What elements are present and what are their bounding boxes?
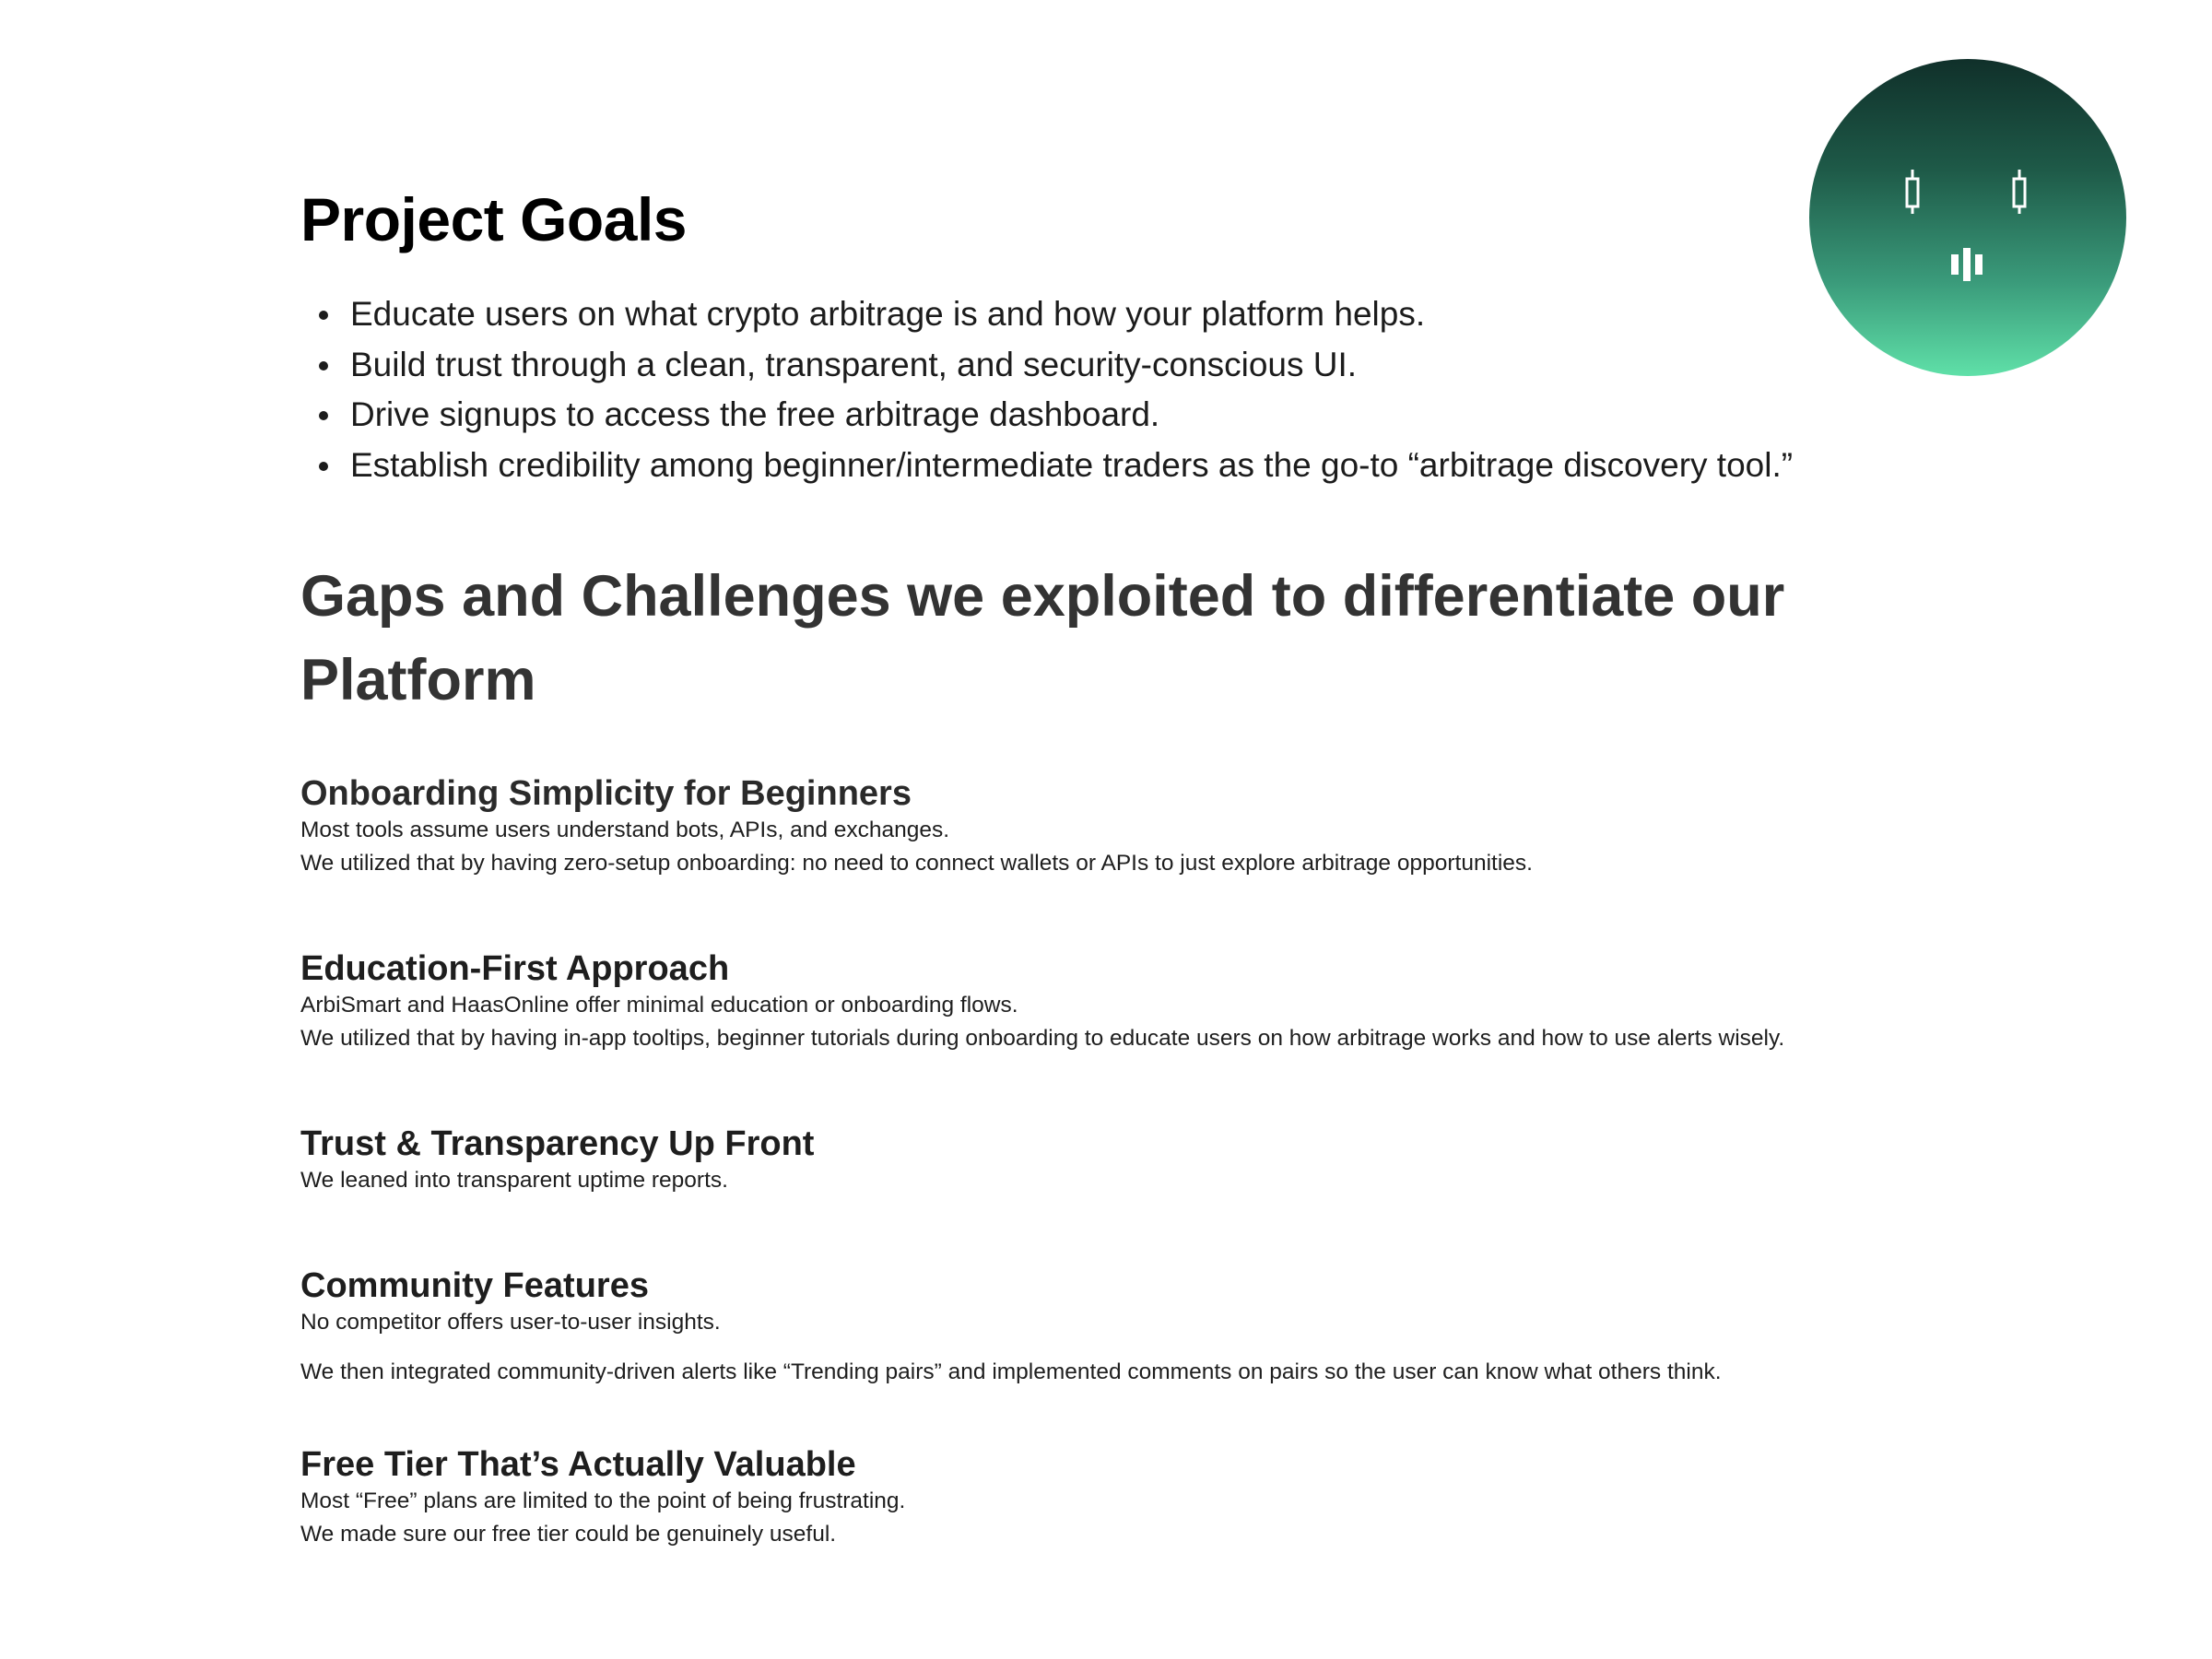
project-goals-title: Project Goals bbox=[300, 185, 687, 253]
section-community-features bbox=[300, 1265, 2033, 1389]
gaps-title: Gaps and Challenges we exploited to differentiate our Platform bbox=[300, 564, 1785, 712]
section-line: We made sure our free tier could be genuinely useful. bbox=[300, 1522, 837, 1547]
project-goals-list bbox=[300, 289, 2033, 490]
section-line: No competitor offers user-to-user insights. bbox=[300, 1310, 721, 1335]
section-line: ArbiSmart and HaasOnline offer minimal education or onboarding flows. bbox=[300, 993, 1018, 1018]
document-content bbox=[300, 175, 2033, 1551]
goal-item: Build trust through a clean, transparent, and security-conscious UI. bbox=[350, 340, 2033, 391]
section-line: Most tools assume users understand bots, APIs, and exchanges. bbox=[300, 818, 950, 842]
section-line: We then integrated community-driven alerts like “Trending pairs” and implemented comments on pairs so the user can know what others think. bbox=[300, 1359, 1722, 1384]
section-heading: Community Features bbox=[300, 1266, 649, 1305]
section-heading: Onboarding Simplicity for Beginners bbox=[300, 774, 912, 813]
section-line: We leaned into transparent uptime reports. bbox=[300, 1168, 728, 1193]
goal-item: Educate users on what crypto arbitrage is and how your platform helps. bbox=[350, 289, 2033, 340]
goal-item: Drive signups to access the free arbitrage dashboard. bbox=[350, 390, 2033, 441]
section-trust-transparency bbox=[300, 1124, 2033, 1197]
section-heading: Trust & Transparency Up Front bbox=[300, 1124, 815, 1163]
section-education-first bbox=[300, 948, 2033, 1055]
section-heading: Free Tier That’s Actually Valuable bbox=[300, 1445, 856, 1484]
section-line: We utilized that by having in-app tooltips, beginner tutorials during onboarding to educate users on how arbitrage works and how to use alerts wisely. bbox=[300, 1026, 1785, 1051]
section-line: We utilized that by having zero-setup onboarding: no need to connect wallets or APIs to just explore arbitrage opportunities. bbox=[300, 851, 1533, 876]
section-line: Most “Free” plans are limited to the point of being frustrating. bbox=[300, 1488, 906, 1513]
goal-item: Establish credibility among beginner/intermediate traders as the go-to “arbitrage discovery tool.” bbox=[350, 441, 2033, 491]
section-onboarding-simplicity bbox=[300, 773, 2033, 880]
section-heading: Education-First Approach bbox=[300, 949, 730, 988]
section-free-tier bbox=[300, 1444, 2033, 1551]
